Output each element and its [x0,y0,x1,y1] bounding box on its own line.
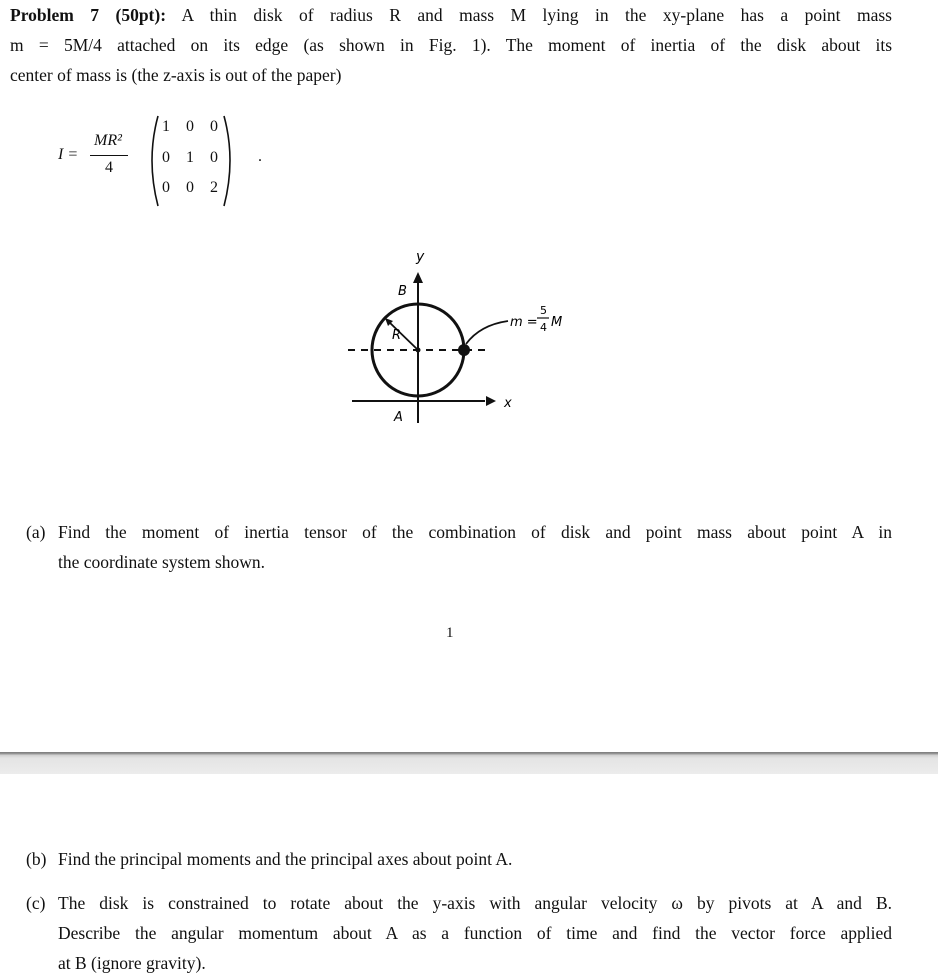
part-a-line-1: Find the moment of inertia tensor of the combination of disk and point mass about point A in [58,522,892,542]
part-c-line-3: at B (ignore gravity). [58,953,206,973]
part-b-body [58,844,892,874]
label-a: A [394,410,403,425]
point-mass [458,344,470,356]
page-separator [0,752,938,774]
y-axis-arrow [413,272,423,283]
label-b: B [398,284,407,299]
part-a-body [58,517,892,577]
matrix-cell: 0 [210,118,218,135]
part-c-line-2: Describe the angular momentum about A as a function of time and find the vector force applied [58,923,892,943]
label-mass-m: M [551,315,563,330]
page-number: 1 [446,625,454,641]
part-b-label: (b) [26,849,47,869]
matrix-cell: 0 [162,149,170,166]
part-c-body [58,888,892,978]
label-y: y [416,249,425,265]
matrix-cell: 0 [186,118,194,135]
mass-leader-line [466,321,508,344]
matrix-cell: 1 [186,149,194,166]
problem-heading: Problem 7 (50pt): [10,5,167,25]
matrix-cell: 1 [162,118,170,135]
part-c-line-1: The disk is constrained to rotate about the y-axis with angular velocity ω by pivots at A and B. [58,893,892,913]
part-c-label: (c) [26,893,46,913]
figure-disk [330,245,590,445]
equation-denominator: 4 [105,159,113,176]
matrix-cell: 2 [210,179,218,196]
matrix-cell: 0 [186,179,194,196]
label-m: m = [510,315,538,330]
part-a-line-2: the coordinate system shown. [58,552,266,572]
matrix-brackets [144,112,244,212]
x-axis-arrow [486,396,496,406]
equation-numerator: MR² [94,132,122,149]
equation-lhs: I = [58,146,79,163]
part-a-label: (a) [26,522,46,542]
page-2 [0,774,938,979]
problem-statement [10,0,892,90]
matrix-cell: 0 [210,149,218,166]
part-b-line-1: Find the principal moments and the principal axes about point A. [58,849,513,869]
mass-fraction-num: 5 [540,304,547,317]
matrix-cell: 0 [162,179,170,196]
mass-fraction-den: 4 [540,321,547,334]
equation-period: . [258,148,262,165]
inertia-equation [58,108,278,208]
problem-line-3: center of mass is (the z-axis is out of the paper) [10,65,342,85]
problem-line-1: Problem 7 (50pt): A thin disk of radius R and mass M lying in the xy-plane has a point mass [10,5,892,25]
problem-line-2: m = 5M/4 attached on its edge (as shown in Fig. 1). The moment of inertia of the disk about its [10,35,892,55]
label-x: x [504,396,512,411]
label-r: R [392,328,402,343]
fraction-bar [90,155,128,156]
